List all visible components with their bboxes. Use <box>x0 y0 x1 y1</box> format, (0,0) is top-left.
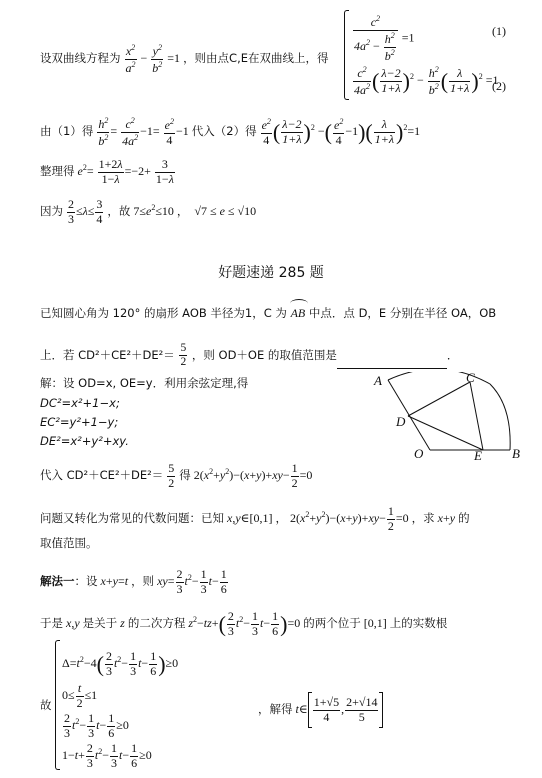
frac-y2-b2: $\frac{y^2}{b^2}$ <box>152 43 163 75</box>
result-line: ，解得 t∈ $\frac{1+√5}{4}$ , $\frac{2+√14}{5}$ <box>258 692 383 728</box>
section-title: 好题速递 285 题 <box>218 265 324 281</box>
cond-axis: 0≤ $\frac{t}{2}$ ≤1 <box>62 681 98 710</box>
sol-l5: 代入 CD²＋CE²＋DE²＝ $\frac{5}{2}$ 得 $2(x^2+y^2)-(x+y)+xy-$ $\frac{1}{2}$ =0 <box>40 461 313 490</box>
problem-line2: 上．若 CD²＋CE²＋DE²＝ $\frac{5}{2}$ ，则 OD＋OE 的取值范围是 ． <box>40 342 459 369</box>
eq1: $c^2$ $4a^2$ − $\frac{h^2}{b^2}$ =1 <box>354 14 415 63</box>
label-b: B <box>512 446 520 461</box>
sol-l7: 取值范围。 <box>40 536 98 550</box>
sol-l4: DE²=x²+y²+xy. <box>40 434 129 448</box>
cond-delta: $\Delta=t^2-4$( $\frac{2}{3}$ $t^2-$ $\frac{1}{3}$ t− $\frac{1}{6}$ )≥0 <box>62 649 179 678</box>
intro-text: 设双曲线方程为 <box>40 51 121 66</box>
sector-figure <box>370 372 530 462</box>
eq1-label: (1) <box>492 24 506 38</box>
segment-ce <box>470 382 483 450</box>
label-e: E <box>474 448 482 462</box>
system-brace-2 <box>55 640 60 770</box>
eq2-label: (2) <box>492 79 506 93</box>
method1-label: 解法一 <box>40 574 75 589</box>
frac-x2-a2: $\frac{x^2}{a^2}$ <box>125 43 136 75</box>
intro-line: 设双曲线方程为 $\frac{x^2}{a^2}$ − $\frac{y^2}{b^2}$ =1 ，则由点C,E在双曲线上，得 <box>40 43 329 75</box>
label-a: A <box>374 373 382 388</box>
arc-ab: AB <box>291 307 306 319</box>
intro-tail: ，则由点C,E在双曲线上，得 <box>183 51 329 66</box>
problem-line1: 已知圆心角为 120° 的扇形 AOB 半径为1，C 为 AB 中点．点 D，E 分别在半径 OA，OB <box>40 307 496 320</box>
sol-l6: 问题又转化为常见的代数问题：已知 x,y∈[0,1] ， $2(x^2+y^2)-(x+y)+xy-$ $\frac{1}{2}$ =0 ，求 x+y 的 <box>40 504 470 533</box>
line-by1: 由（1）得 $\frac{h^2}{b^2}$ = $\frac{c^2}{4a^2}$ −1= $\frac{e^2}{4}$ −1 代入（2）得 $\frac{e^2}{4}$ ( $\frac{\lambda-2}{1+\lambda}$ )$^2$ −( $\frac{e^2}{4}$ −1)( $\frac{\lambda}{1+\lambda}$ )$^2$=1 <box>40 116 421 148</box>
system-brace-1 <box>344 10 349 100</box>
method1-quadratic: 于是 x,y 是关于 z 的二次方程 $z^2-tz+$( $\frac{2}{3}$ $t^2-$ $\frac{1}{3}$ t− $\frac{1}{6}$ )=0 的两个位于 [0,1] 上的实数根 <box>40 609 448 638</box>
label-c: C <box>466 372 475 385</box>
sol-l1: 解：设 OD=x, OE=y．利用余弦定理,得 <box>40 376 249 390</box>
method1-line: 解法一：设 x+y=t ，则 xy= $\frac{2}{3}$ $t^2-$ $\frac{1}{3}$ t− $\frac{1}{6}$ <box>40 567 227 596</box>
cond-f0: $\frac{2}{3}$ $t^2-$ $\frac{1}{3}$ t− $\frac{1}{6}$ ≥0 <box>64 711 129 740</box>
therefore-label: 故 <box>40 698 52 712</box>
line-simplify: 整理得 $e^2=$ $\frac{1+2\lambda}{1-\lambda}$ =−2+ $\frac{3}{1-\lambda}$ <box>40 157 174 186</box>
cond-f1: 1−t+ $\frac{2}{3}$ $t^2-$ $\frac{1}{3}$ t− $\frac{1}{6}$ ≥0 <box>62 741 152 770</box>
answer-blank[interactable] <box>337 356 447 369</box>
label-d: D <box>396 414 406 429</box>
line-because: 因为 $\frac{2}{3}$ ≤λ≤ $\frac{3}{4}$ ，故 $7\le e^2\le 10$ ， √7 ≤ e ≤ √10 <box>40 197 257 226</box>
sol-l2: DC²=x²+1−x; <box>40 396 120 410</box>
sol-l3: EC²=y²+1−y; <box>40 415 119 429</box>
eq2: $\frac{c^2}{4a^2}$ ( $\frac{\lambda-2}{1+\lambda}$ )$^2$ − $\frac{h^2}{b^2}$ ( $\frac{\lambda}{1+\lambda}$ )$^2$ =1 <box>354 65 499 97</box>
segment-dc <box>408 382 470 416</box>
label-o: O <box>414 446 424 461</box>
